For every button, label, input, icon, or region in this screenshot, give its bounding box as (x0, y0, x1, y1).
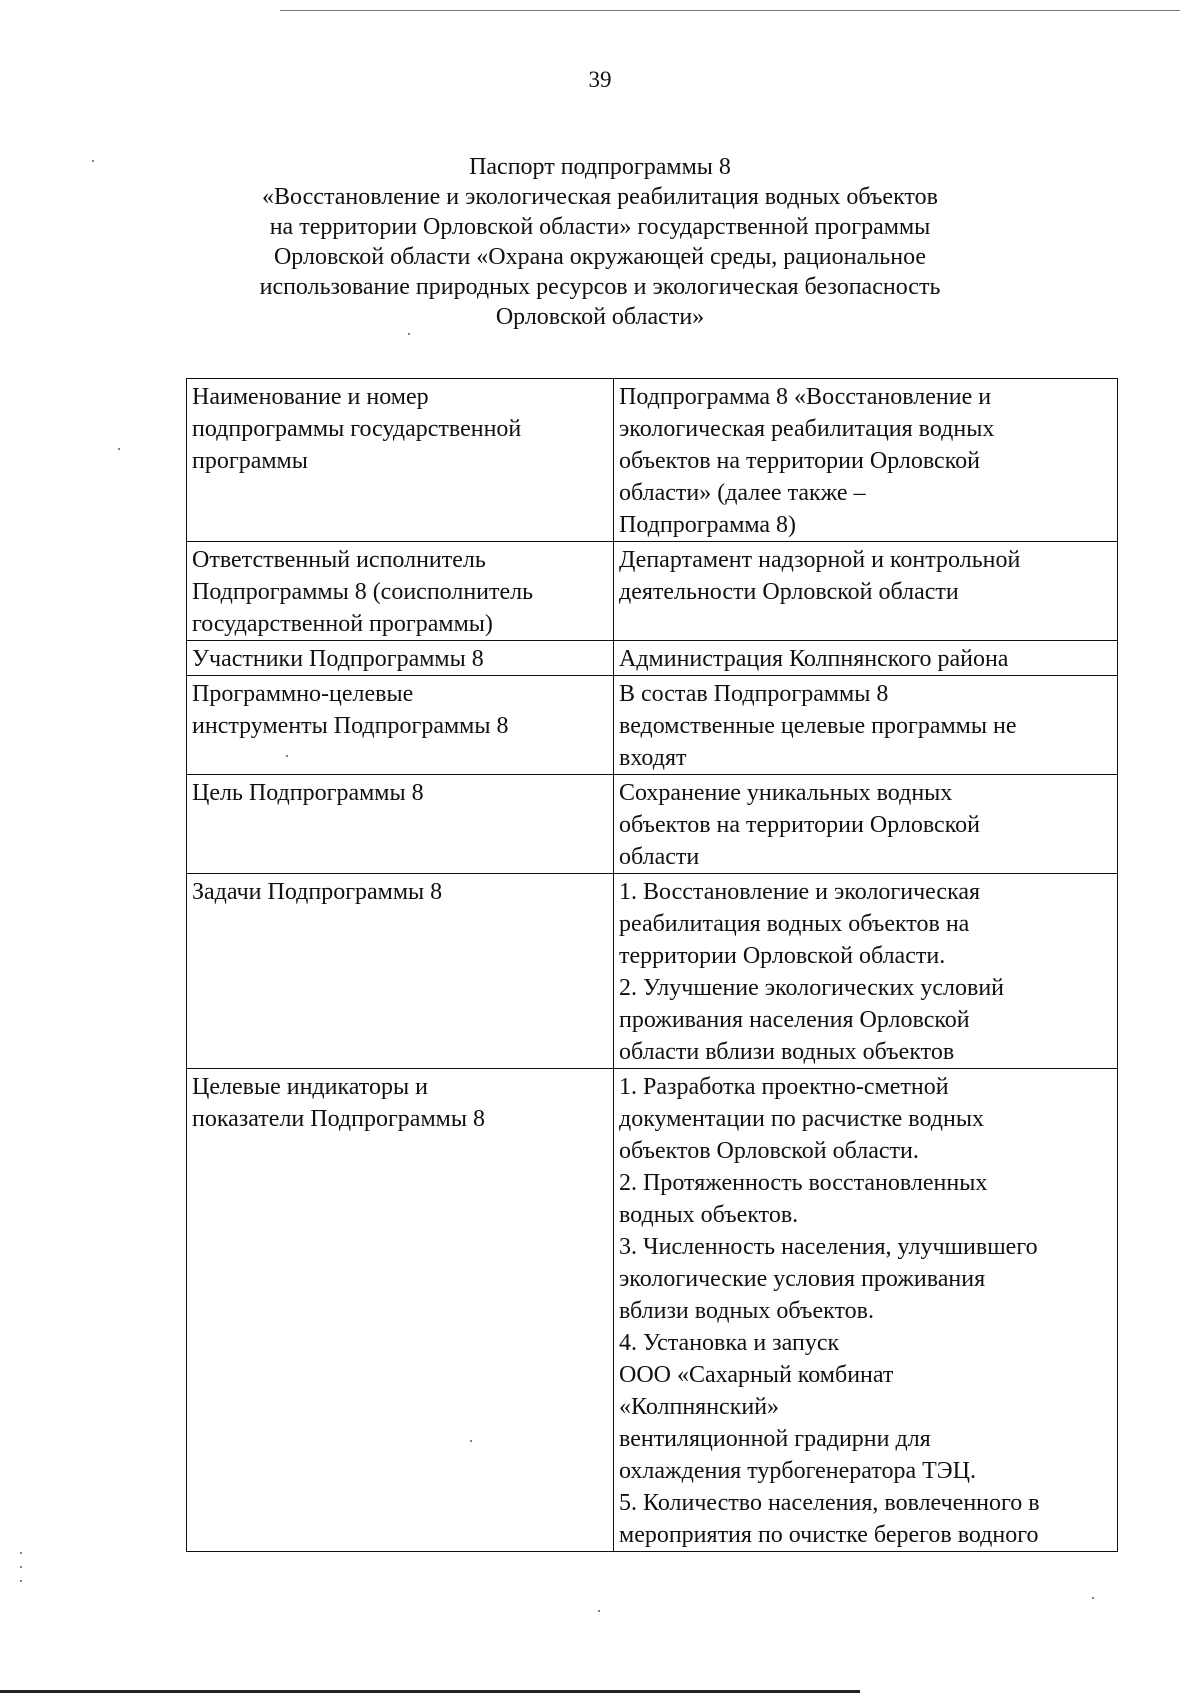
cell-text-line: Наименование и номер (192, 384, 429, 410)
cell-text-line: области (619, 844, 700, 870)
cell-text-line: Администрация Колпнянского района (619, 646, 1009, 672)
cell-text-line: показатели Подпрограммы 8 (192, 1106, 485, 1132)
cell-text-line: Цель Подпрограммы 8 (192, 780, 424, 806)
cell-text-line: Ответственный исполнитель (192, 547, 486, 573)
cell-text-line: проживания населения Орловской (619, 1007, 970, 1033)
cell-text-line: Департамент надзорной и контрольной (619, 547, 1021, 573)
cell-text-line: области» (далее также – (619, 480, 866, 506)
cell-text-line: В состав Подпрограммы 8 (619, 681, 889, 707)
cell-text-line: объектов Орловской области. (619, 1138, 919, 1164)
title-line: «Восстановление и экологическая реабилитация водных объектов (262, 184, 938, 210)
cell-text-line: 1. Разработка проектно-сметной (619, 1074, 949, 1100)
cell-text-line: водных объектов. (619, 1202, 799, 1228)
scan-top-border (280, 10, 1180, 11)
cell-text-line: вентиляционной градирни для (619, 1426, 931, 1452)
row-label-cell (187, 676, 614, 775)
row-label-cell (187, 379, 614, 542)
document-title (150, 152, 1050, 332)
page-number: 39 (588, 67, 612, 92)
cell-text-line: входят (619, 745, 687, 771)
cell-text-line: Подпрограммы 8 (соисполнитель (192, 579, 534, 605)
cell-text-line: 3. Численность населения, улучшившего (619, 1234, 1038, 1260)
title-line: использование природных ресурсов и экологическая безопасность (259, 274, 941, 300)
row-label-cell (187, 775, 614, 874)
table-row (187, 641, 1118, 676)
cell-text-line: ведомственные целевые программы не (619, 713, 1017, 739)
title-line: Орловской области» (495, 304, 705, 330)
row-label-cell (187, 641, 614, 676)
cell-text-line: Сохранение уникальных водных (619, 780, 953, 806)
cell-text-line: «Колпнянский» (619, 1394, 780, 1420)
table-row (187, 542, 1118, 641)
cell-text-line: инструменты Подпрограммы 8 (192, 713, 509, 739)
cell-text-line: вблизи водных объектов. (619, 1298, 874, 1324)
scan-bottom-border (0, 1690, 860, 1693)
row-label-cell (187, 1069, 614, 1552)
cell-text-line: ООО «Сахарный комбинат (619, 1362, 894, 1388)
cell-text-line: Задачи Подпрограммы 8 (192, 879, 443, 905)
title-line: Паспорт подпрограммы 8 (469, 154, 731, 180)
row-value-cell (614, 775, 1118, 874)
cell-text-line: области вблизи водных объектов (619, 1039, 955, 1065)
cell-text-line: охлаждения турбогенератора ТЭЦ. (619, 1458, 976, 1484)
row-value-cell (614, 676, 1118, 775)
cell-text-line: реабилитация водных объектов на (619, 911, 970, 937)
cell-text-line: Участники Подпрограммы 8 (192, 646, 484, 672)
cell-text-line: 4. Установка и запуск (619, 1330, 840, 1356)
cell-text-line: документации по расчистке водных (619, 1106, 984, 1132)
row-value-cell (614, 542, 1118, 641)
cell-text-line: объектов на территории Орловской (619, 448, 980, 474)
table-row (187, 676, 1118, 775)
title-line: Орловской области «Охрана окружающей среды, рациональное (273, 244, 927, 270)
cell-text-line: деятельности Орловской области (619, 579, 959, 605)
title-line: на территории Орловской области» государственной программы (269, 214, 931, 240)
row-label-cell (187, 542, 614, 641)
row-value-cell (614, 641, 1118, 676)
row-value-cell (614, 379, 1118, 542)
table-row (187, 1069, 1118, 1552)
cell-text-line: 2. Улучшение экологических условий (619, 975, 1005, 1001)
cell-text-line: экологические условия проживания (619, 1266, 986, 1292)
table-row (187, 775, 1118, 874)
cell-text-line: государственной программы) (192, 611, 493, 637)
table-row (187, 874, 1118, 1069)
table-row (187, 379, 1118, 542)
cell-text-line: Программно-целевые (192, 681, 414, 707)
passport-table (186, 378, 1118, 1552)
cell-text-line: 2. Протяженность восстановленных (619, 1170, 988, 1196)
cell-text-line: Подпрограмма 8 «Восстановление и (619, 384, 992, 410)
cell-text-line: экологическая реабилитация водных (619, 416, 995, 442)
cell-text-line: 5. Количество населения, вовлеченного в (619, 1490, 1040, 1516)
cell-text-line: Целевые индикаторы и (192, 1074, 428, 1100)
cell-text-line: Подпрограмма 8) (619, 512, 797, 538)
row-label-cell (187, 874, 614, 1069)
cell-text-line: объектов на территории Орловской (619, 812, 980, 838)
row-value-cell (614, 874, 1118, 1069)
cell-text-line: территории Орловской области. (619, 943, 946, 969)
row-value-cell (614, 1069, 1118, 1552)
cell-text-line: 1. Восстановление и экологическая (619, 879, 981, 905)
cell-text-line: мероприятия по очистке берегов водного (619, 1522, 1039, 1548)
cell-text-line: подпрограммы государственной (192, 416, 522, 442)
cell-text-line: программы (192, 448, 308, 474)
